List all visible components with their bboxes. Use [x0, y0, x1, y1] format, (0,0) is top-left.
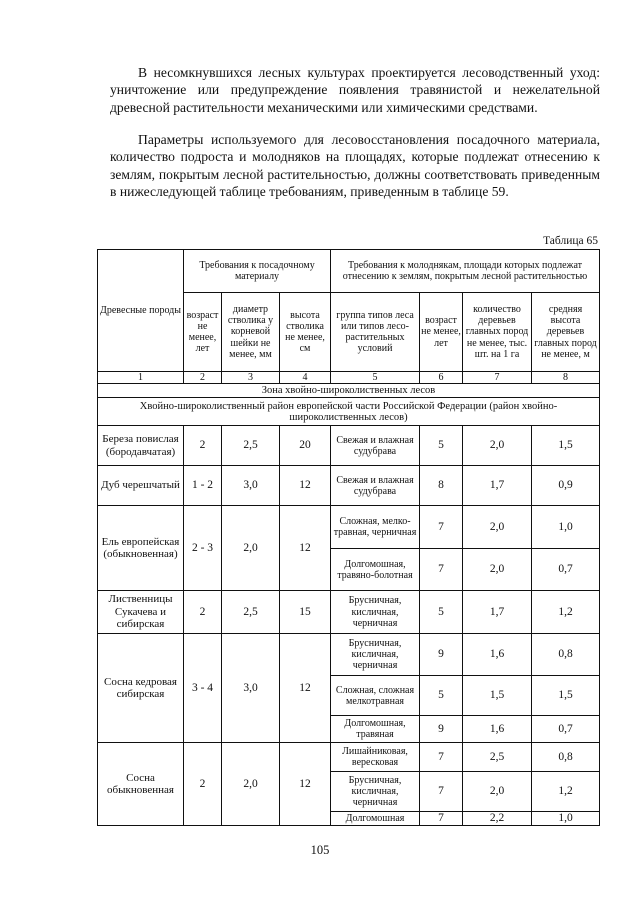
cell-young-age: 5 — [420, 426, 463, 466]
header-col-2: возраст не менее, лет — [184, 293, 222, 372]
cell-diameter: 3,0 — [222, 634, 280, 743]
header-col-7: количество деревьев главных пород не менее, тыс. шт. на 1 га — [463, 293, 532, 372]
cell-material-age: 2 - 3 — [184, 506, 222, 591]
cell-diameter: 2,0 — [222, 743, 280, 826]
table-row — [98, 466, 600, 506]
cell-young-age: 8 — [420, 466, 463, 506]
cell-forest-type: Свежая и влажная судубрава — [331, 426, 420, 466]
cell-young-age: 5 — [420, 591, 463, 634]
column-number: 1 — [98, 372, 184, 384]
cell-diameter: 3,0 — [222, 466, 280, 506]
column-number: 5 — [331, 372, 420, 384]
cell-avg-height: 1,5 — [532, 426, 600, 466]
cell-tree-count: 2,0 — [463, 506, 532, 549]
table-row — [98, 591, 600, 634]
cell-avg-height: 0,8 — [532, 634, 600, 676]
cell-tree-count: 2,0 — [463, 549, 532, 591]
cell-avg-height: 1,0 — [532, 812, 600, 826]
cell-forest-type: Долгомошная, травяная — [331, 716, 420, 743]
cell-avg-height: 0,8 — [532, 743, 600, 772]
paragraph-1: В несомкнувшихся лесных культурах проектируется лесоводственный уход: уничтожение или предупреждение появления травянистой и нежелательной древесной растительности механическими или химическими средствами. — [110, 65, 600, 115]
table-row — [98, 426, 600, 466]
paragraph-2: Параметры используемого для лесовосстановления посадочного материала, количество подроста и молодняков на площадях, которые подлежат отнесению к землям, покрытым лесной растительностью, должны соответствовать приведенным в нижеследующей таблице требованиям, приведенным в таблице 59. — [110, 132, 600, 200]
column-number: 3 — [222, 372, 280, 384]
cell-forest-type: Лишайниковая, вересковая — [331, 743, 420, 772]
cell-forest-type: Долгомошная, травяно-болотная — [331, 549, 420, 591]
page-number: 105 — [310, 843, 330, 857]
requirements-table — [97, 249, 600, 826]
cell-young-age: 7 — [420, 812, 463, 826]
cell-diameter: 2,5 — [222, 426, 280, 466]
cell-material-age: 3 - 4 — [184, 634, 222, 743]
cell-forest-type: Брусничная, кисличная, черничная — [331, 634, 420, 676]
cell-forest-type: Долгомошная — [331, 812, 420, 826]
cell-tree-count: 2,5 — [463, 743, 532, 772]
column-number: 6 — [420, 372, 463, 384]
cell-tree-count: 1,5 — [463, 676, 532, 716]
species-name: Сосна кедровая сибирская — [98, 634, 184, 743]
cell-height: 12 — [280, 506, 331, 591]
cell-forest-type: Брусничная, кисличная, черничная — [331, 772, 420, 812]
cell-avg-height: 0,7 — [532, 716, 600, 743]
header-col-5: группа типов леса или типов лесо-растительных условий — [331, 293, 420, 372]
cell-forest-type: Сложная, сложная мелкотравная — [331, 676, 420, 716]
header-col-8: средняя высота деревьев главных пород не менее, м — [532, 293, 600, 372]
header-col-6: возраст не менее, лет — [420, 293, 463, 372]
cell-avg-height: 1,2 — [532, 591, 600, 634]
cell-height: 15 — [280, 591, 331, 634]
cell-height: 12 — [280, 743, 331, 826]
species-name: Ель европейская (обыкновенная) — [98, 506, 184, 591]
cell-tree-count: 2,0 — [463, 772, 532, 812]
cell-height: 12 — [280, 634, 331, 743]
cell-tree-count: 1,6 — [463, 716, 532, 743]
column-number: 8 — [532, 372, 600, 384]
species-name: Дуб черешчатый — [98, 466, 184, 506]
cell-tree-count: 2,2 — [463, 812, 532, 826]
column-number: 2 — [184, 372, 222, 384]
header-col-4: высота стволика не менее, см — [280, 293, 331, 372]
species-name: Сосна обыкновенная — [98, 743, 184, 826]
header-young-stands: Требования к молоднякам, площади которых подлежат отнесению к землям, покрытым лесной растительностью — [331, 250, 600, 293]
species-name: Береза повислая (бородавчатая) — [98, 426, 184, 466]
species-name: Лиственницы Сукачева и сибирская — [98, 591, 184, 634]
cell-avg-height: 1,0 — [532, 506, 600, 549]
cell-avg-height: 0,7 — [532, 549, 600, 591]
table-caption: Таблица 65 — [543, 235, 598, 247]
cell-tree-count: 1,7 — [463, 466, 532, 506]
region-row: Хвойно-широколиственный район европейской части Российской Федерации (район хвойно-широколиственных лесов) — [98, 398, 600, 426]
cell-material-age: 1 - 2 — [184, 466, 222, 506]
cell-tree-count: 2,0 — [463, 426, 532, 466]
cell-forest-type: Брусничная, кисличная, черничная — [331, 591, 420, 634]
cell-young-age: 9 — [420, 716, 463, 743]
cell-material-age: 2 — [184, 743, 222, 826]
table-row — [98, 743, 600, 772]
cell-tree-count: 1,7 — [463, 591, 532, 634]
cell-young-age: 7 — [420, 506, 463, 549]
cell-forest-type: Сложная, мелко-травная, черничная — [331, 506, 420, 549]
column-number: 4 — [280, 372, 331, 384]
cell-forest-type: Свежая и влажная судубрава — [331, 466, 420, 506]
cell-avg-height: 0,9 — [532, 466, 600, 506]
table-row — [98, 506, 600, 549]
cell-material-age: 2 — [184, 426, 222, 466]
cell-diameter: 2,0 — [222, 506, 280, 591]
cell-height: 20 — [280, 426, 331, 466]
cell-young-age: 7 — [420, 743, 463, 772]
zone-row: Зона хвойно-широколиственных лесов — [98, 384, 600, 398]
cell-avg-height: 1,5 — [532, 676, 600, 716]
header-species: Древесные породы — [98, 250, 184, 372]
column-number: 7 — [463, 372, 532, 384]
cell-young-age: 5 — [420, 676, 463, 716]
cell-young-age: 9 — [420, 634, 463, 676]
cell-avg-height: 1,2 — [532, 772, 600, 812]
cell-height: 12 — [280, 466, 331, 506]
cell-diameter: 2,5 — [222, 591, 280, 634]
table-row — [98, 634, 600, 676]
cell-material-age: 2 — [184, 591, 222, 634]
cell-young-age: 7 — [420, 772, 463, 812]
cell-young-age: 7 — [420, 549, 463, 591]
header-col-3: диаметр стволика у корневой шейки не менее, мм — [222, 293, 280, 372]
header-planting-material: Требования к посадочному материалу — [184, 250, 331, 293]
cell-tree-count: 1,6 — [463, 634, 532, 676]
